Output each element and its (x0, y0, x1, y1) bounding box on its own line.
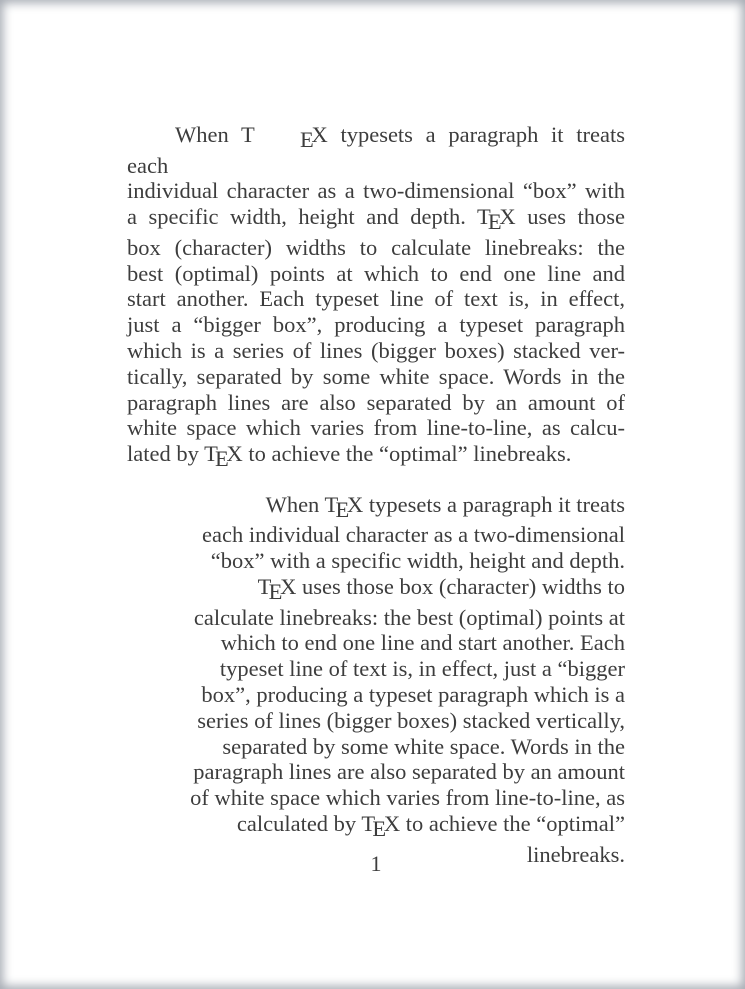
tex-logo-lowered-e: E (299, 126, 314, 152)
text-line: tically, separated by some white space. Words in the (127, 363, 625, 389)
text-line: a specific width, height and depth. TEX uses those (127, 204, 625, 235)
text-line: paragraph lines are also separated by an amount (193, 759, 625, 785)
text-line: TEX uses those box (character) widths to (257, 574, 625, 604)
text-line: separated by some white space. Words in the (222, 733, 625, 759)
text-line: lated by TEX to achieve the “optimal” linebreaks. (127, 441, 572, 472)
text-line: white space which varies from line-to-line, as calcu- (127, 415, 625, 441)
tex-logo-lowered-e: E (268, 578, 283, 604)
tex-logo-lowered-e: E (487, 209, 502, 235)
text-line: start another. Each typeset line of text is, in effect, (127, 286, 625, 312)
text-line: box (character) widths to calculate linebreaks: the (127, 234, 625, 260)
text-line: which is a series of lines (bigger boxes) stacked ver- (127, 338, 625, 364)
text-line: which to end one line and start another. Each (220, 630, 625, 656)
text-line: paragraph lines are also separated by an amount of (127, 389, 625, 415)
text-line: individual character as a two-dimensional “box” with (127, 178, 625, 204)
text-line: typeset line of text is, in effect, just a “bigger (219, 656, 625, 682)
text-line: calculate linebreaks: the best (optimal) points at (193, 604, 625, 630)
tex-logo: TEX (257, 574, 297, 604)
tex-logo: T EX (241, 122, 328, 152)
text-line: just a “bigger box”, producing a typeset paragraph (127, 312, 625, 338)
text-line: each individual character as a two-dimensional (202, 522, 625, 548)
text-line: of white space which varies from line-to-line, as (190, 785, 625, 811)
text-line: “box” with a specific width, height and depth. (210, 548, 625, 574)
paragraph-right-aligned (127, 492, 625, 868)
text-line: box”, producing a typeset paragraph which is a (201, 682, 625, 708)
tex-logo-lowered-e: E (215, 446, 229, 472)
text-line: When T EX typesets a paragraph it treats each (127, 122, 625, 178)
text-line: calculated by TEX to achieve the “optimal” (236, 811, 625, 841)
text-line: linebreaks. (526, 841, 625, 867)
text-line: When TEX typesets a paragraph it treats (265, 491, 625, 522)
paragraph-justified (127, 122, 625, 472)
text-block (127, 122, 625, 867)
tex-logo-lowered-e: E (372, 815, 387, 841)
tex-logo: TEX (361, 811, 401, 841)
tex-logo-lowered-e: E (335, 496, 350, 522)
tex-logo: TEX (324, 491, 364, 522)
text-line: series of lines (bigger boxes) stacked vertically, (197, 707, 625, 733)
tex-logo: TEX (204, 441, 243, 472)
page-number: 1 (370, 851, 382, 876)
tex-logo: TEX (476, 204, 516, 235)
text-line: best (optimal) points at which to end one line and (127, 260, 625, 286)
